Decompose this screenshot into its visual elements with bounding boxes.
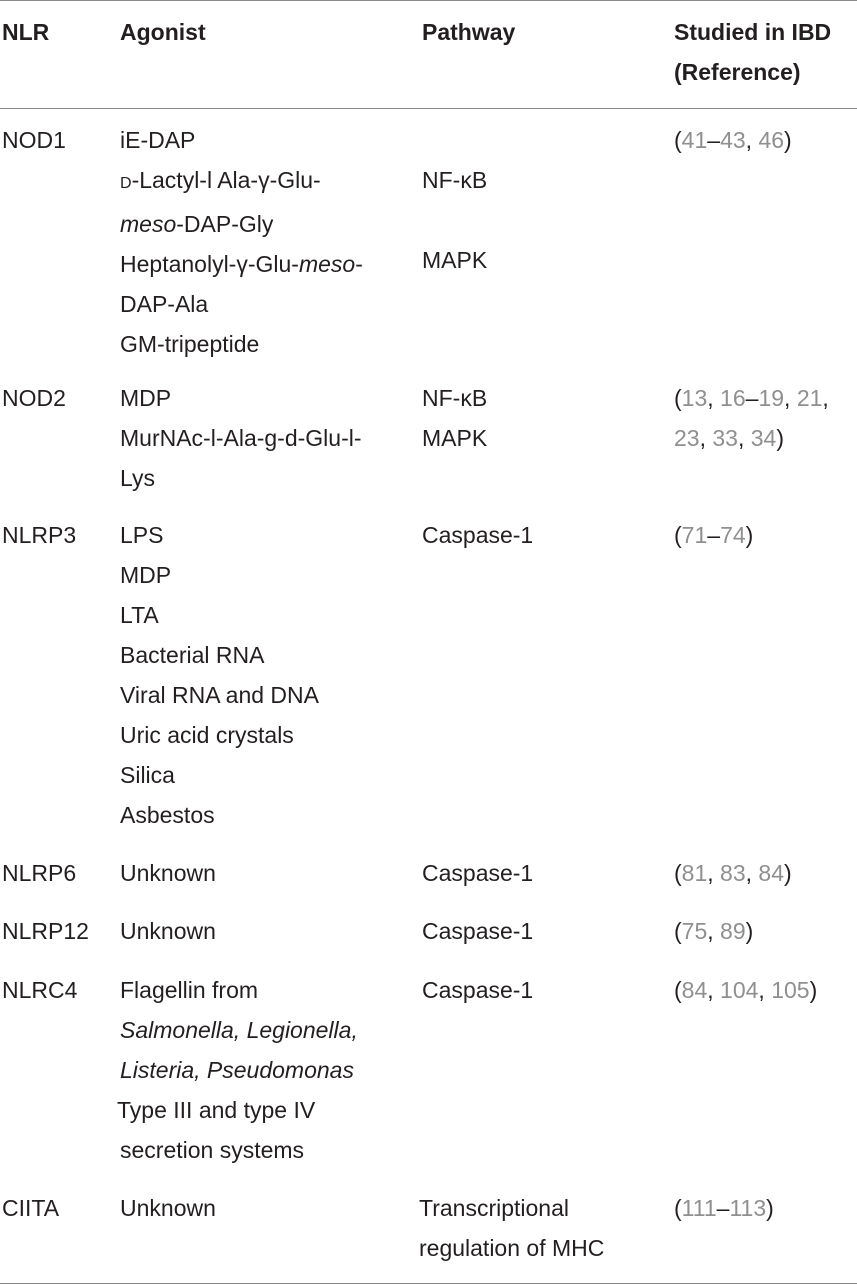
header-agonist: Agonist bbox=[120, 19, 206, 45]
agonist-cell: MDP MurNAc-l-Ala-g-d-Glu-l- Lys bbox=[120, 385, 362, 491]
reference-link[interactable]: 83 bbox=[720, 860, 746, 886]
reference-link[interactable]: 16 bbox=[720, 385, 746, 411]
nlr-cell: NOD1 bbox=[2, 127, 66, 153]
nlr-cell: NLRP12 bbox=[2, 918, 89, 944]
reference-link[interactable]: 46 bbox=[758, 127, 785, 153]
pathway-cell: NF-κB MAPK bbox=[422, 385, 488, 451]
nlr-cell: NLRC4 bbox=[2, 977, 78, 1003]
reference-link[interactable]: 113 bbox=[729, 1195, 767, 1221]
reference-link[interactable]: 21 bbox=[796, 385, 823, 411]
reference-link[interactable]: 74 bbox=[720, 522, 746, 548]
reference-cell: (75, 89) bbox=[674, 918, 754, 944]
pathway-cell: Caspase-1 bbox=[422, 522, 534, 548]
reference-link[interactable]: 43 bbox=[720, 127, 746, 153]
agonist-cell: Unknown bbox=[120, 860, 216, 886]
reference-link[interactable]: 84 bbox=[758, 860, 785, 886]
header-studied-in-ibd: Studied in IBD (Reference) bbox=[674, 19, 832, 85]
reference-link[interactable]: 23 bbox=[674, 425, 700, 451]
pathway-cell: Transcriptional regulation of MHC bbox=[419, 1195, 605, 1261]
reference-link[interactable]: 19 bbox=[758, 385, 785, 411]
reference-link[interactable]: 84 bbox=[681, 977, 708, 1003]
pathway-cell: Caspase-1 bbox=[422, 860, 534, 886]
reference-cell: (71–74) bbox=[674, 522, 754, 548]
agonist-cell: Unknown bbox=[120, 1195, 216, 1221]
reference-link[interactable]: 105 bbox=[771, 977, 810, 1003]
reference-link[interactable]: 75 bbox=[681, 918, 708, 944]
nlr-cell: CIITA bbox=[2, 1195, 60, 1221]
agonist-cell: Flagellin from Salmonella, Legionella, Listeria, Pseudomonas Type III and type IV secretion systems bbox=[117, 977, 358, 1163]
reference-link[interactable]: 13 bbox=[681, 385, 708, 411]
nlr-cell: NOD2 bbox=[2, 385, 66, 411]
reference-link[interactable]: 41 bbox=[681, 127, 708, 153]
header-rule bbox=[0, 108, 857, 109]
agonist-cell: LPS MDP LTA Bacterial RNA Viral RNA and DNA Uric acid crystals Silica Asbestos bbox=[120, 522, 319, 828]
reference-cell: (13, 16–19, 21, 23, 33, 34) bbox=[674, 385, 829, 451]
reference-cell: (84, 104, 105) bbox=[674, 977, 818, 1003]
reference-link[interactable]: 111 bbox=[681, 1195, 717, 1221]
pathway-cell: Caspase-1 bbox=[422, 977, 534, 1003]
table-top-rule bbox=[0, 0, 857, 1]
reference-link[interactable]: 104 bbox=[720, 977, 759, 1003]
agonist-cell: iE-DAP D-Lactyl-l Ala-γ-Glu- meso-DAP-Gly Heptanolyl-γ-Glu-meso- DAP-Ala GM-tripeptide bbox=[120, 127, 363, 357]
header-pathway: Pathway bbox=[422, 19, 516, 45]
reference-cell: (41–43, 46) bbox=[674, 127, 792, 153]
pathway-cell: NF-κB MAPK bbox=[422, 167, 488, 273]
reference-link[interactable]: 34 bbox=[750, 425, 777, 451]
reference-link[interactable]: 33 bbox=[712, 425, 738, 451]
nlr-cell: NLRP6 bbox=[2, 860, 77, 886]
pathway-cell: Caspase-1 bbox=[422, 918, 534, 944]
table-bottom-rule bbox=[0, 1283, 857, 1284]
agonist-cell: Unknown bbox=[120, 918, 216, 944]
nlr-cell: NLRP3 bbox=[2, 522, 77, 548]
reference-link[interactable]: 81 bbox=[681, 860, 708, 886]
reference-link[interactable]: 89 bbox=[720, 918, 746, 944]
header-nlr: NLR bbox=[2, 19, 50, 45]
reference-link[interactable]: 71 bbox=[681, 522, 708, 548]
reference-cell: (111–113) bbox=[674, 1195, 774, 1221]
reference-cell: (81, 83, 84) bbox=[674, 860, 792, 886]
